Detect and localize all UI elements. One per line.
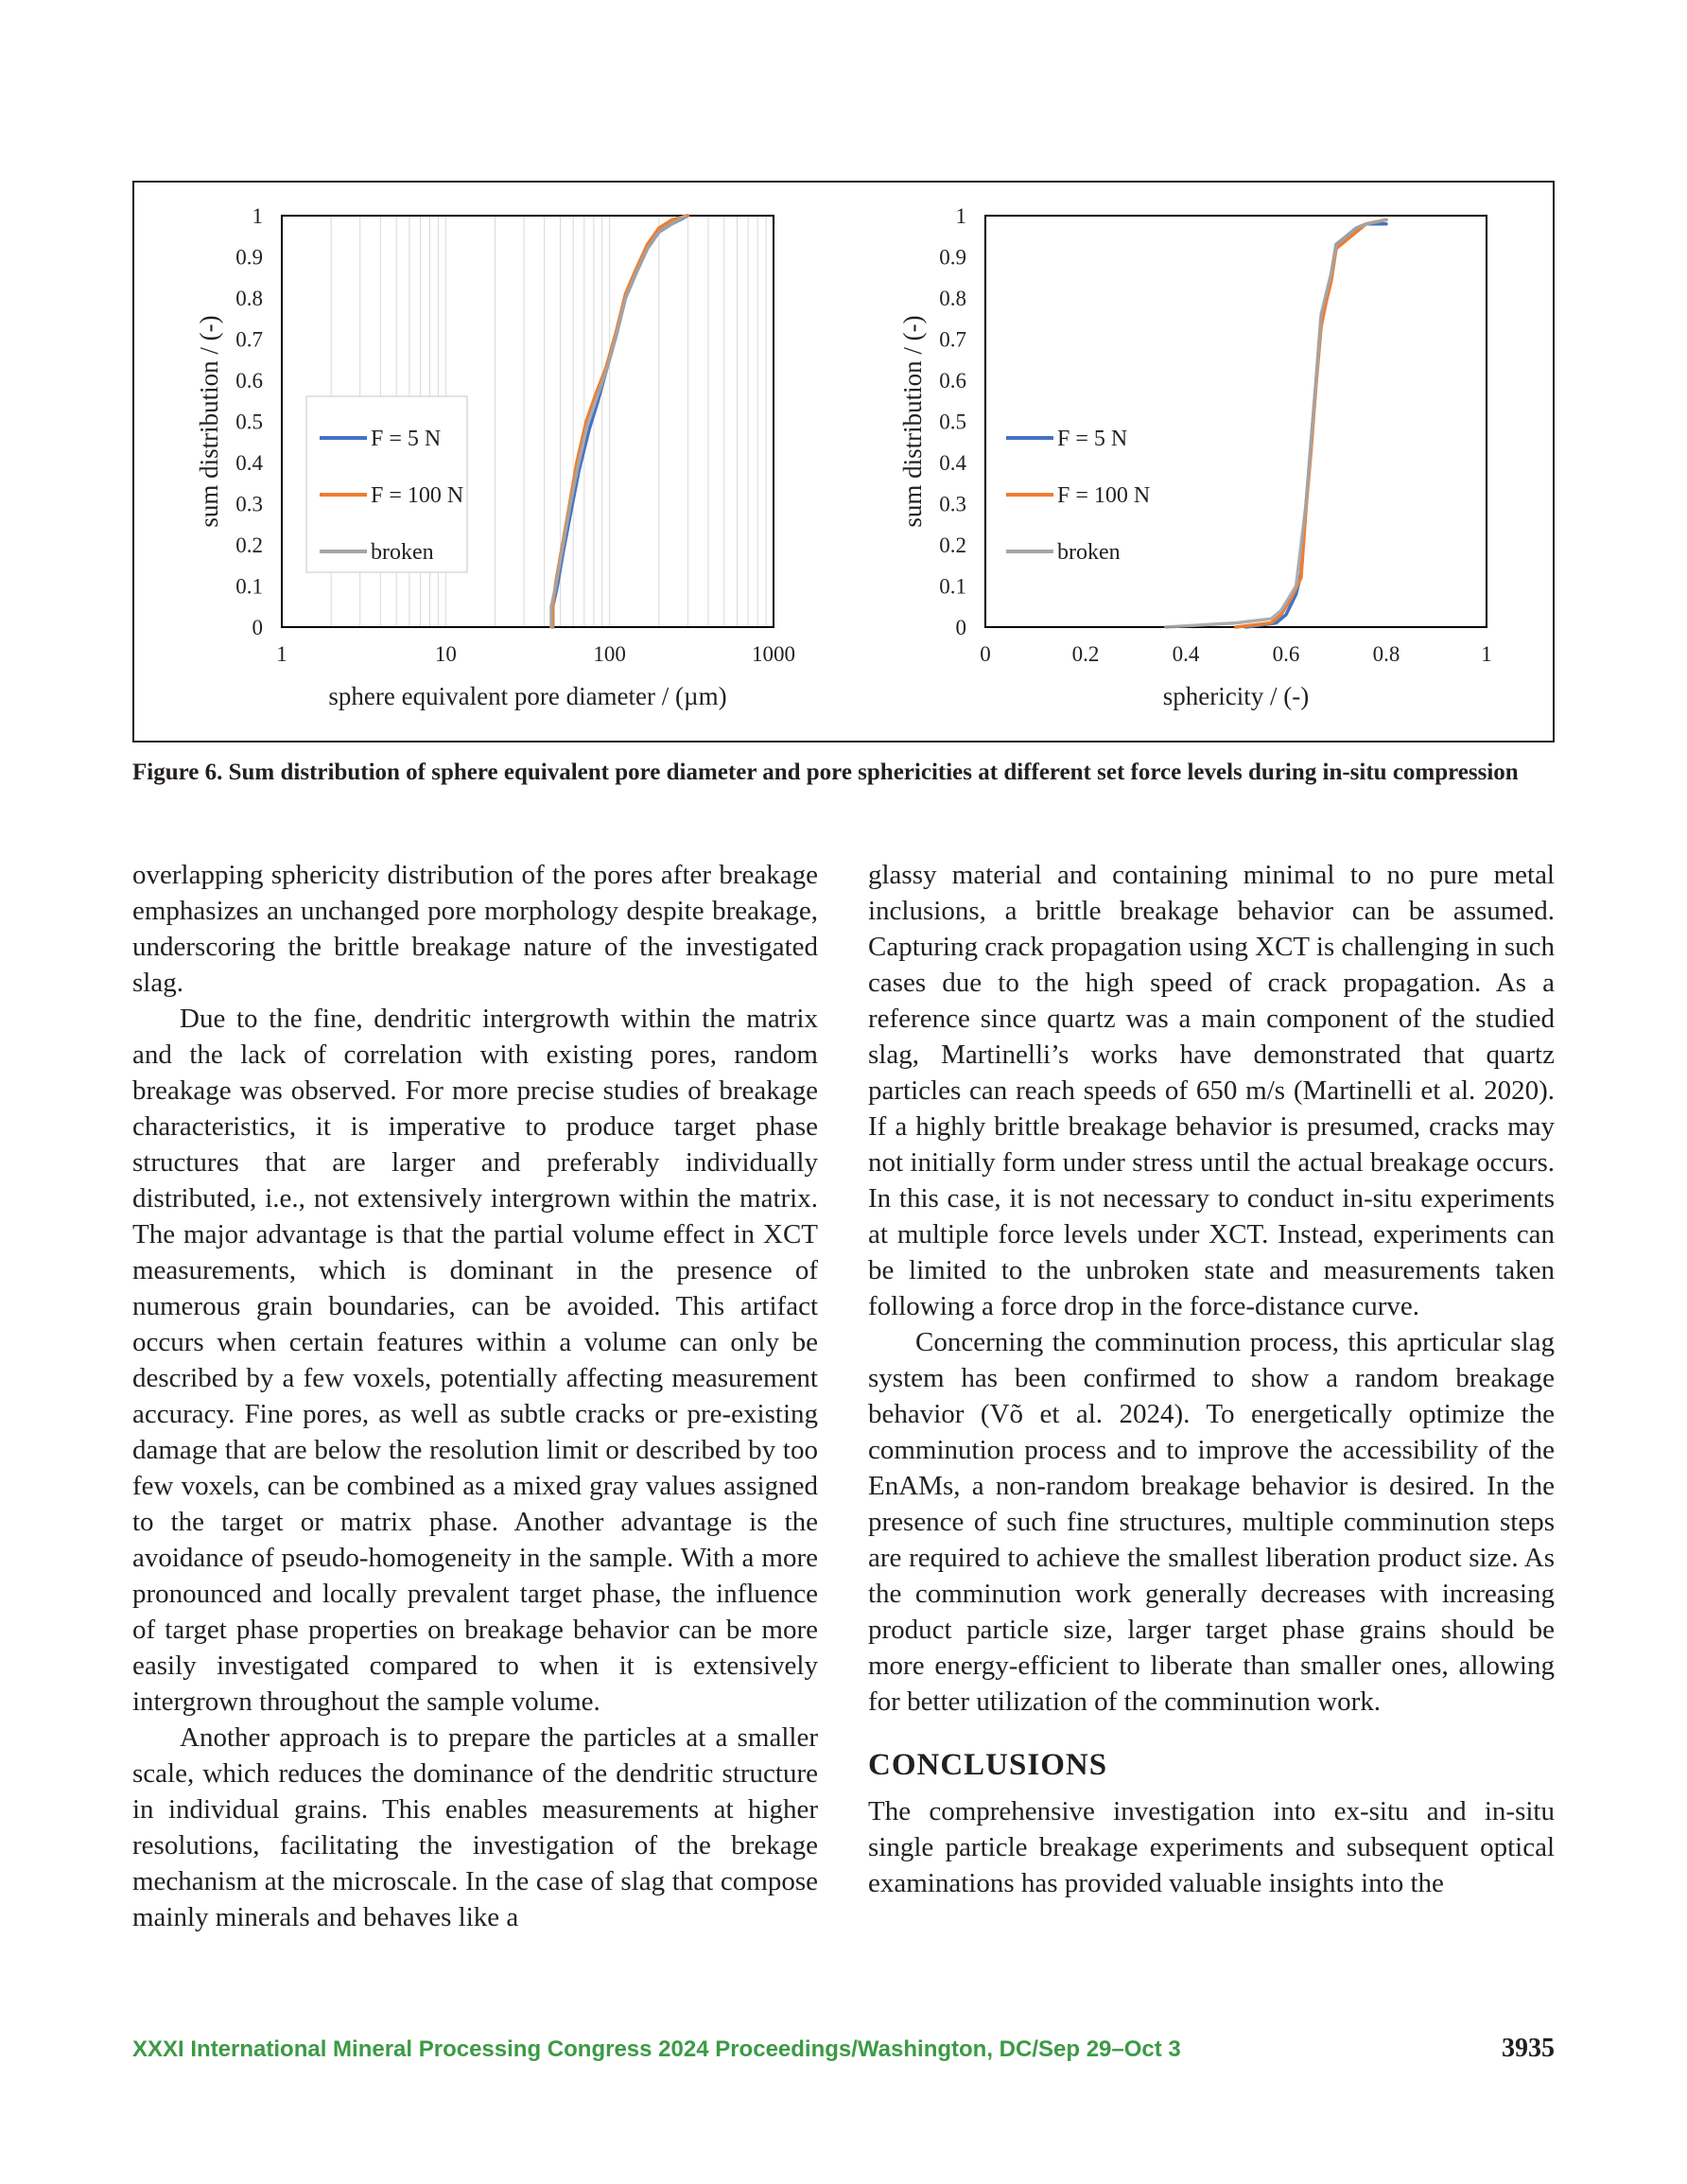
y-tick-label: 0.3 [235, 492, 263, 516]
y-tick-label: 0.3 [939, 492, 966, 516]
x-tick-label: 0.2 [1071, 642, 1100, 666]
y-axis-label: sum distribution / (-) [898, 315, 927, 528]
y-axis-label: sum distribution / (-) [195, 315, 223, 528]
legend-label: F = 100 N [371, 483, 464, 508]
x-tick-label: 0 [980, 642, 991, 666]
series-line [551, 216, 686, 627]
page-number: 3935 [1502, 2034, 1555, 2063]
figure-charts [134, 183, 1553, 741]
y-tick-label: 0.7 [235, 327, 263, 352]
y-tick-label: 0.6 [235, 369, 263, 393]
y-tick-label: 0.8 [235, 287, 263, 310]
y-tick-label: 0 [252, 616, 263, 639]
y-tick-label: 0 [955, 616, 966, 639]
y-tick-label: 0.9 [235, 245, 263, 270]
legend-label: broken [371, 540, 434, 565]
x-tick-label: 0.4 [1172, 642, 1200, 666]
paragraph: The comprehensive investigation into ex-situ and in-situ single particle breakage experiments and subsequent optical examinations has provided valuable insights into the [868, 1796, 1555, 1898]
x-axis-label: sphericity / (-) [1162, 682, 1310, 710]
paragraph: Concerning the comminution process, this aprticular slag system has been confirmed to show a random breakage behavior (Võ et al. 2024). To energetically optimize the comminution process and to improve the accessibility of the EnAMs, a non-random breakage behavior is desired. In the presence of such fine structures, multiple comminution steps are required to achieve the smallest liberation product size. As the comminution work generally decreases with increasing product particle size, larger target phase grains should be more energy-efficient to liberate than smaller ones, allowing for better utilization of the comminution work. [868, 1327, 1555, 1717]
x-tick-label: 100 [593, 642, 626, 666]
y-tick-label: 0.6 [939, 369, 966, 393]
y-tick-label: 1 [955, 204, 966, 228]
y-tick-label: 0.1 [939, 574, 966, 599]
x-axis-label: sphere equivalent pore diameter / (µm) [328, 682, 727, 710]
x-tick-label: 1 [1481, 642, 1492, 666]
y-tick-label: 0.4 [939, 451, 966, 475]
x-tick-label: 1000 [752, 642, 795, 666]
y-tick-label: 0.2 [235, 533, 263, 557]
paragraph: overlapping sphericity distribution of the pores after breakage emphasizes an unchanged pore morphology despite breakage, underscoring the brittle breakage nature of the investigated slag. [132, 860, 818, 998]
right-column [868, 857, 1555, 1901]
plot-area [985, 216, 1487, 627]
y-tick-label: 0.5 [939, 410, 966, 434]
paragraph: glassy material and containing minimal to no pure metal inclusions, a brittle breakage behavior can be assumed. Capturing crack propagation using XCT is challenging in such cases due to the high speed of crack propagation. As a reference since quartz was a main component of the studied slag, Martinelli’s works have demonstrated that quartz particles can reach speeds of 650 m/s (Martinelli et al. 2020). If a highly brittle breakage behavior is presumed, cracks may not initially form under stress until the actual breakage occurs. In this case, it is not necessary to conduct in-situ experiments at multiple force levels under XCT. Instead, experiments can be limited to the unbroken state and measurements taken following a force drop in the force-distance curve. [868, 860, 1555, 1321]
y-tick-label: 0.8 [939, 287, 966, 310]
series-line [1166, 219, 1386, 627]
x-tick-label: 0.6 [1272, 642, 1300, 666]
legend-label: broken [1057, 540, 1121, 565]
y-tick-label: 0.1 [235, 574, 263, 599]
series-line [1246, 224, 1386, 627]
y-tick-label: 0.2 [939, 533, 966, 557]
legend-label: F = 5 N [371, 427, 442, 451]
y-tick-label: 0.9 [939, 245, 966, 270]
figure-frame [132, 181, 1555, 743]
figure-caption: Figure 6. Sum distribution of sphere equivalent pore diameter and pore sphericities at different set force levels during in-situ compression [132, 760, 1519, 785]
section-heading: CONCLUSIONS [868, 1748, 1108, 1782]
x-tick-label: 1 [276, 642, 287, 666]
legend-label: F = 5 N [1057, 427, 1128, 451]
paragraph: Another approach is to prepare the particles at a smaller scale, which reduces the dominance of the dendritic structure in individual grains. This enables measurements at higher resolutions, facilitating the investigation of the brekage mechanism at the microscale. In the case of slag that compose mainly minerals and behaves like a [132, 1722, 818, 1932]
y-tick-label: 0.5 [235, 410, 263, 434]
paragraph: Due to the fine, dendritic intergrowth within the matrix and the lack of correlation with existing pores, random breakage was observed. For more precise studies of breakage characteristics, it is imperative to produce target phase structures that are larger and preferably individually distributed, i.e., not extensively intergrown within the matrix. The major advantage is that the partial volume effect in XCT measurements, which is dominant in the presence of numerous grain boundaries, can be avoided. This artifact occurs when certain features within a volume can only be described by a few voxels, potentially affecting measurement accuracy. Fine pores, as well as subtle cracks or pre-existing damage that are below the resolution limit or described by too few voxels, can be combined as a mixed gray values assigned to the target or matrix phase. Another advantage is the avoidance of pseudo-homogeneity in the sample. With a more pronounced and locally prevalent target phase, the influence of target phase properties on breakage behavior can be more easily investigated compared to when it is extensively intergrown throughout the sample volume. [132, 1004, 818, 1717]
left-column [132, 857, 818, 1935]
y-tick-label: 1 [252, 204, 263, 228]
footer-proceedings: XXXI International Mineral Processing Congress 2024 Proceedings/Washington, DC/Sep 29–Oct 3 [132, 2036, 1181, 2062]
x-tick-label: 0.8 [1372, 642, 1400, 666]
y-tick-label: 0.4 [235, 451, 263, 475]
y-tick-label: 0.7 [939, 327, 966, 352]
x-tick-label: 10 [434, 642, 457, 666]
legend-label: F = 100 N [1057, 483, 1151, 508]
